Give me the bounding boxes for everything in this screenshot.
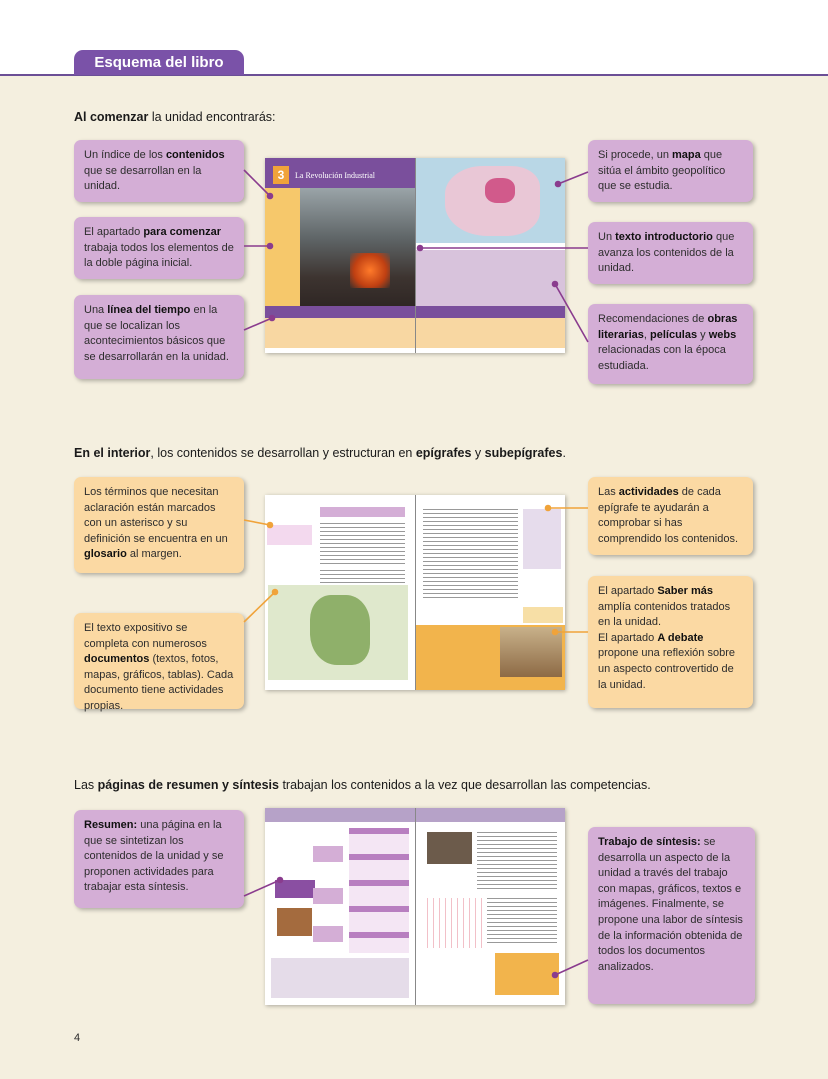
callout-linea-tiempo: Una línea del tiempo en la que se localizan los acontecimientos básicos que se desarrollarán en la unidad.	[74, 295, 244, 379]
callout-indice-contenidos: Un índice de los contenidos que se desarrollan en la unidad.	[74, 140, 244, 202]
section-tab: Esquema del libro	[74, 50, 244, 75]
callout-mapa: Si procede, un mapa que sitúa el ámbito geopolítico que se estudia.	[588, 140, 753, 202]
callout-glosario: Los términos que necesitan aclaración están marcados con un asterisco y su definición se encuentra en un glosario al margen.	[74, 477, 244, 573]
section1-intro: Al comenzar la unidad encontrarás:	[74, 110, 276, 124]
callout-para-comenzar: El apartado para comenzar trabaja todos los elementos de la doble página inicial.	[74, 217, 244, 279]
thumbnail-interior	[265, 495, 565, 690]
unit-number-badge: 3	[273, 166, 289, 184]
callout-recomendaciones: Recomendaciones de obras literarias, películas y webs relacionadas con la época estudiada.	[588, 304, 753, 384]
page-number: 4	[74, 1032, 81, 1044]
callout-documentos: El texto expositivo se completa con numerosos documentos (textos, fotos, mapas, gráficos, tablas). Cada documento tiene actividades propias.	[74, 613, 244, 709]
a-debate-text: El apartado A debate propone una reflexión sobre un aspecto controvertido de la unidad.	[598, 631, 735, 691]
unit-title: La Revolución Industrial	[295, 171, 375, 180]
callout-saber-mas-debate	[588, 576, 753, 708]
callout-resumen: Resumen: una página en la que se sintetizan los contenidos de la unidad y se proponen actividades para trabajar esta síntesis.	[74, 810, 244, 908]
thumbnail-resumen-sintesis	[265, 808, 565, 1005]
callout-texto-introductorio: Un texto introductorio que avanza los contenidos de la unidad.	[588, 222, 753, 284]
thumbnail-unit-opening	[265, 158, 565, 353]
saber-mas-text: El apartado Saber más amplía contenidos tratados en la unidad.	[598, 585, 731, 629]
callout-trabajo-sintesis: Trabajo de síntesis: se desarrolla un aspecto de la unidad a través del trabajo con mapas, gráficos, textos e imágenes. Finalmente, se propone una labor de síntesis de la información obtenida de todos los documentos analizados.	[588, 827, 755, 1004]
callout-actividades: Las actividades de cada epígrafe te ayudarán a comprobar si has comprendido los contenidos.	[588, 477, 753, 555]
section2-intro: En el interior, los contenidos se desarrollan y estructuran en epígrafes y subepígrafes.	[74, 446, 566, 460]
section3-intro: Las páginas de resumen y síntesis trabajan los contenidos a la vez que desarrollan las competencias.	[74, 778, 651, 792]
